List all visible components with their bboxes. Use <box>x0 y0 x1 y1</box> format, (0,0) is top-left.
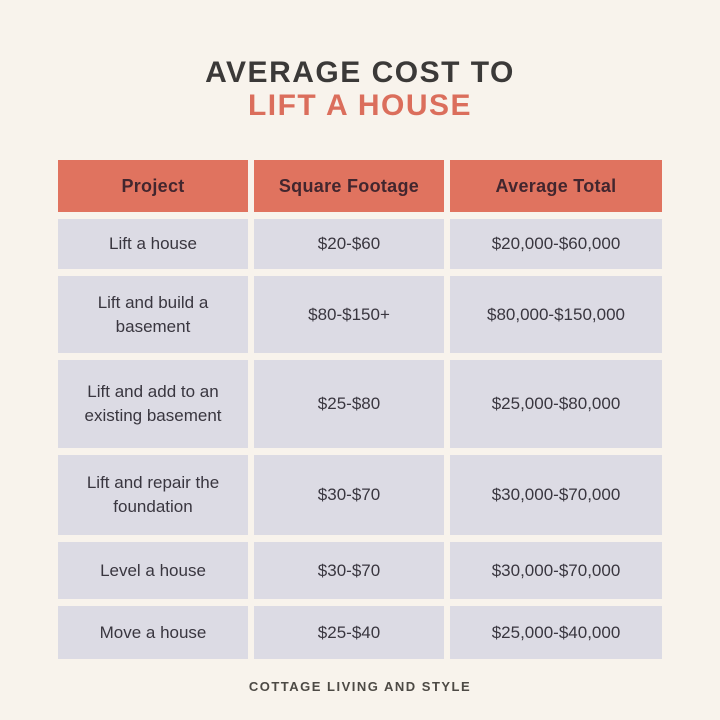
square-footage-cell: $25-$80 <box>254 360 444 448</box>
average-total-cell: $25,000-$80,000 <box>450 360 662 448</box>
average-total-cell: $80,000-$150,000 <box>450 276 662 353</box>
square-footage-cell: $30-$70 <box>254 455 444 535</box>
page-title <box>0 56 720 122</box>
average-total-cell: $20,000-$60,000 <box>450 219 662 269</box>
square-footage-cell: $25-$40 <box>254 606 444 659</box>
project-cell: Lift and add to an existing basement <box>58 360 248 448</box>
project-cell: Lift and build a basement <box>58 276 248 353</box>
square-footage-cell: $30-$70 <box>254 542 444 599</box>
attribution: COTTAGE LIVING AND STYLE <box>248 679 472 694</box>
project-cell: Lift and repair the foundation <box>58 455 248 535</box>
project-cell: Lift a house <box>58 219 248 269</box>
cost-table <box>58 160 662 659</box>
title-line-2: LIFT A HOUSE <box>247 89 473 122</box>
square-footage-cell: $80-$150+ <box>254 276 444 353</box>
title-line-1: AVERAGE COST TO <box>205 56 515 89</box>
project-cell: Move a house <box>58 606 248 659</box>
column-header-project: Project <box>58 160 248 212</box>
average-total-cell: $30,000-$70,000 <box>450 542 662 599</box>
average-total-cell: $30,000-$70,000 <box>450 455 662 535</box>
square-footage-cell: $20-$60 <box>254 219 444 269</box>
project-cell: Level a house <box>58 542 248 599</box>
column-header-square-footage: Square Footage <box>254 160 444 212</box>
column-header-average-total: Average Total <box>450 160 662 212</box>
average-total-cell: $25,000-$40,000 <box>450 606 662 659</box>
